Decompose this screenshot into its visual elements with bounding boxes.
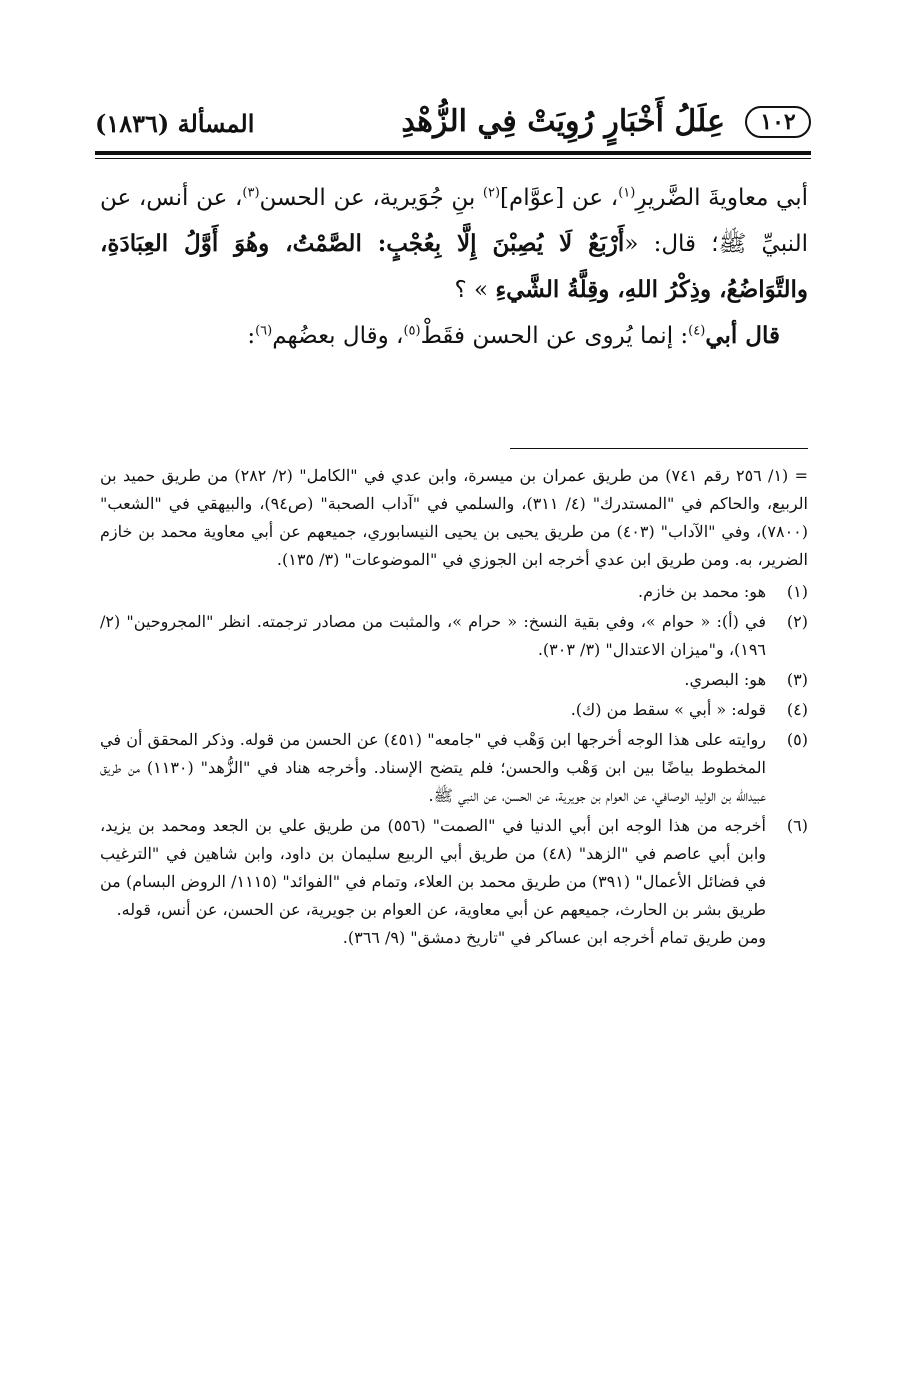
footnote-text: في (أ): « حوام »، وفي بقية النسخ: « حرام »، والمثبت من مصادر ترجمته. انظر "المجروحين" (٢/ ١٩٦)، و"ميزان الاعتدال" (٣/ ٣٠٣). — [100, 612, 766, 659]
text-span: بنِ جُوَيرية، عن الحسن — [259, 185, 483, 211]
footnote-ref-1[interactable]: (١) — [618, 185, 636, 201]
footnote-text: هو: محمد بن خازم. — [637, 582, 766, 601]
header-rule-thin — [95, 158, 811, 159]
text-span: ، عن أنس، عن النبيِّ ﷺ؛ قال: « — [100, 185, 809, 257]
footnote-text — [100, 812, 766, 952]
book-title: عِلَلُ أَخْبَارٍ رُوِيَتْ فِي الزُّهْدِ — [401, 104, 725, 139]
footnote-6 — [100, 812, 808, 952]
footnote-5 — [100, 726, 808, 810]
issue-label: المسألة (١٨٣٦) — [95, 109, 255, 138]
footnote-number: (٤) — [786, 700, 808, 719]
main-paragraph — [100, 175, 808, 313]
text-span: : إنما يُروى عن الحسن فقَطْ — [420, 323, 689, 349]
text-span: أبي معاويةَ الضَّريرِ — [635, 185, 808, 211]
text-span: ، عن [عوَّام] — [500, 185, 619, 211]
footnote-text: هو: البصري. — [684, 670, 766, 689]
footnote-text: روايته على هذا الوجه أخرجها ابن وَهْب في "جامعه" (٤٥١) عن الحسن من قوله. وذكر المحقق أن في المخطوط بياضًا بين ابن وَهْب والحسن؛ فلم يتضح الإسناد. وأخرجه هناد في "الزُّهد" (١١٣٠) من طريق عبيدالله بن الوليد الوصافي، عن العوام بن جويرية، عن الحسن، عن النبي ﷺ. — [100, 730, 766, 805]
footnote-ref-2[interactable]: (٢) — [482, 185, 501, 201]
footnote-number: (٥) — [786, 730, 808, 749]
footnote-separator — [510, 448, 808, 449]
footnote-text-part: أخرجه من هذا الوجه ابن أبي الدنيا في "الصمت" (٥٥٦) من طريق علي بن الجعد ومحمد بن يزيد، وابن أبي عاصم في "الزهد" (٤٨) من طريق أبي الربيع سليمان بن داود، وابن شاهين في "الترغيب في فضائل الأعمال" (٣٩١) من طريق محمد بن العلاء، وتمام في "الفوائد" (١١١٥/ الروض البسام) من طريق بشر بن الحارث، جميعهم عن أبي معاوية، عن العوام بن جويرية، عن الحسن، عن أنس، قوله. — [100, 816, 767, 919]
text-span: » ؟ — [454, 277, 496, 303]
qala-abi: قال أبي — [705, 322, 780, 349]
header-rule-thick — [95, 151, 811, 155]
footnote-ref-4[interactable]: (٤) — [688, 323, 706, 339]
footnote-ref-6[interactable]: (٦) — [255, 323, 273, 339]
footnote-ref-3[interactable]: (٣) — [242, 185, 260, 201]
footnote-continuation: = (١/ ٢٥٦ رقم ٧٤١) من طريق عمران بن ميسرة، وابن عدي في "الكامل" (٢/ ٢٨٢) من طريق حميد بن الربيع، والحاكم في "المستدرك" (٤/ ٣١١)، والسلمي في "آداب الصحبة" (ص٩٤)، والبيهقي في "الشعب" (٧٨٠٠)، وفي "الآداب" (٤٠٣) من طريق يحيى بن يحيى النيسابوري، جميعهم عن أبي معاوية محمد بن خازم الضرير، به. ومن طريق ابن عدي أخرجه ابن الجوزي في "الموضوعات" (٣/ ١٣٥). — [100, 466, 809, 569]
footnote-number: (٢) — [786, 612, 808, 631]
footnote-text-part: ومن طريق تمام أخرجه ابن عساكر في "تاريخ دمشق" (٩/ ٣٦٦). — [342, 928, 766, 947]
footnote-2 — [100, 608, 808, 664]
footnote-number: (٦) — [786, 816, 808, 835]
page-number: ١٠٢ — [745, 106, 811, 138]
footnote-ref-5[interactable]: (٥) — [403, 323, 421, 339]
text-span: ، وقال بعضُهم — [272, 323, 404, 349]
footnote-4 — [100, 696, 808, 724]
footnote-3 — [100, 666, 808, 694]
page-header — [95, 100, 811, 148]
footnote-number: (١) — [786, 582, 808, 601]
footnote-1 — [100, 578, 808, 606]
footnote-number: (٣) — [786, 670, 808, 689]
main-text — [100, 175, 808, 359]
footnotes — [100, 462, 808, 954]
main-paragraph-2 — [100, 313, 808, 359]
hadith-text: أَرْبَعٌ لَا يُصِبْنَ إِلَّا بِعُجْبٍ: الصَّمْتُ، وهُوَ أَوَّلُ العِبَادَةِ، والتَّوَاضُعُ، وذِكْرُ اللهِ، وقِلَّةُ الشَّيءِ — [100, 230, 808, 303]
text-span: : — [247, 323, 256, 349]
footnote-text: قوله: « أبي » سقط من (ك). — [570, 700, 766, 719]
